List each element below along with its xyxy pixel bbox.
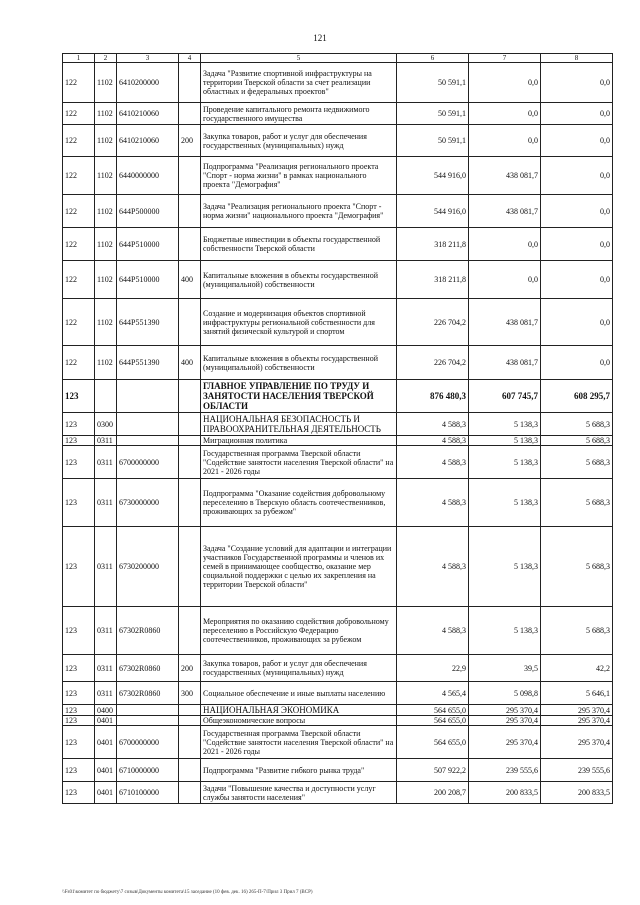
cell-expense-type <box>179 446 201 479</box>
header-row <box>63 54 613 63</box>
cell-amount-2: 0,0 <box>469 103 541 125</box>
cell-target-code: 67302R0860 <box>117 607 179 655</box>
cell-section-code: 1102 <box>95 157 117 195</box>
cell-admin-code: 122 <box>63 261 95 299</box>
cell-amount-3: 239 555,6 <box>541 759 613 782</box>
cell-amount-1: 544 916,0 <box>397 157 469 195</box>
cell-amount-2: 0,0 <box>469 228 541 261</box>
cell-amount-2: 39,5 <box>469 655 541 682</box>
cell-expense-type: 200 <box>179 125 201 157</box>
cell-admin-code: 122 <box>63 103 95 125</box>
cell-target-code <box>117 436 179 446</box>
cell-amount-3: 5 688,3 <box>541 436 613 446</box>
header-cell: 4 <box>179 54 201 63</box>
cell-amount-1: 4 588,3 <box>397 527 469 607</box>
cell-target-code: 6730000000 <box>117 479 179 527</box>
cell-target-code: 67302R0860 <box>117 655 179 682</box>
table-row <box>63 157 613 195</box>
cell-target-code <box>117 705 179 716</box>
cell-description: Закупка товаров, работ и услуг для обеспечения государственных (муниципальных) нужд <box>201 655 397 682</box>
cell-amount-3: 42,2 <box>541 655 613 682</box>
header-cell: 8 <box>541 54 613 63</box>
cell-admin-code: 123 <box>63 413 95 436</box>
cell-description: Государственная программа Тверской области "Содействие занятости населения Тверской области" на 2021 - 2026 годы <box>201 446 397 479</box>
cell-amount-2: 438 081,7 <box>469 157 541 195</box>
table-row <box>63 380 613 413</box>
cell-amount-1: 4 588,3 <box>397 479 469 527</box>
cell-amount-2: 5 138,3 <box>469 436 541 446</box>
page-number: 121 <box>313 33 327 43</box>
cell-admin-code: 123 <box>63 782 95 804</box>
cell-description: Задача "Развитие спортивной инфраструктуры на территории Тверской области за счет реализации областных и федеральных проектов" <box>201 63 397 103</box>
cell-amount-2: 438 081,7 <box>469 346 541 380</box>
cell-section-code: 1102 <box>95 63 117 103</box>
cell-description: Подпрограмма "Оказание содействия добровольному переселению в Тверскую область соотечественников, проживающих за рубежом" <box>201 479 397 527</box>
cell-section-code: 0311 <box>95 436 117 446</box>
cell-amount-1: 50 591,1 <box>397 125 469 157</box>
cell-expense-type <box>179 607 201 655</box>
cell-amount-3: 5 646,1 <box>541 682 613 705</box>
cell-target-code: 6710100000 <box>117 782 179 804</box>
cell-description: НАЦИОНАЛЬНАЯ БЕЗОПАСНОСТЬ И ПРАВООХРАНИТЕЛЬНАЯ ДЕЯТЕЛЬНОСТЬ <box>201 413 397 436</box>
budget-table <box>62 53 613 804</box>
cell-admin-code: 123 <box>63 655 95 682</box>
cell-amount-3: 295 370,4 <box>541 716 613 726</box>
cell-target-code: 6730200000 <box>117 527 179 607</box>
cell-amount-1: 4 588,3 <box>397 436 469 446</box>
cell-section-code: 1102 <box>95 299 117 346</box>
cell-section-code: 1102 <box>95 125 117 157</box>
cell-description: Подпрограмма "Реализация регионального проекта "Спорт - норма жизни" в рамках национального проекта "Демография" <box>201 157 397 195</box>
table-row <box>63 261 613 299</box>
cell-amount-1: 544 916,0 <box>397 195 469 228</box>
cell-section-code: 1102 <box>95 103 117 125</box>
cell-target-code: 6410200000 <box>117 63 179 103</box>
cell-admin-code: 122 <box>63 195 95 228</box>
cell-description: Создание и модернизация объектов спортивной инфраструктуры региональной собственности для занятий физической культурой и спортом <box>201 299 397 346</box>
cell-description: Капитальные вложения в объекты государственной (муниципальной) собственности <box>201 346 397 380</box>
header-cell: 1 <box>63 54 95 63</box>
table-row <box>63 446 613 479</box>
cell-amount-2: 438 081,7 <box>469 299 541 346</box>
cell-expense-type <box>179 157 201 195</box>
table-row <box>63 346 613 380</box>
cell-amount-1: 50 591,1 <box>397 63 469 103</box>
cell-amount-3: 0,0 <box>541 103 613 125</box>
cell-amount-2: 5 138,3 <box>469 527 541 607</box>
cell-section-code: 0400 <box>95 705 117 716</box>
cell-amount-2: 0,0 <box>469 125 541 157</box>
cell-target-code: 644P510000 <box>117 261 179 299</box>
cell-admin-code: 123 <box>63 607 95 655</box>
cell-expense-type <box>179 380 201 413</box>
cell-section-code: 0311 <box>95 446 117 479</box>
cell-section-code: 0401 <box>95 759 117 782</box>
cell-expense-type <box>179 63 201 103</box>
cell-amount-1: 200 208,7 <box>397 782 469 804</box>
cell-target-code: 6410210060 <box>117 125 179 157</box>
cell-admin-code: 123 <box>63 446 95 479</box>
table-row <box>63 413 613 436</box>
cell-expense-type <box>179 413 201 436</box>
cell-amount-2: 5 138,3 <box>469 413 541 436</box>
cell-expense-type <box>179 103 201 125</box>
cell-target-code <box>117 380 179 413</box>
cell-amount-2: 5 098,8 <box>469 682 541 705</box>
cell-amount-2: 0,0 <box>469 63 541 103</box>
cell-amount-1: 876 480,3 <box>397 380 469 413</box>
cell-description: Задача "Реализация регионального проекта "Спорт - норма жизни" национального проекта "Демография" <box>201 195 397 228</box>
table-row <box>63 759 613 782</box>
table-body <box>63 54 613 804</box>
cell-section-code: 1102 <box>95 228 117 261</box>
cell-amount-2: 0,0 <box>469 261 541 299</box>
cell-description: Задача "Создание условий для адаптации и интеграции участников Государственной программы и членов их семей в принимающее сообщество, оказание мер социальной поддержки с целью их закрепления на территории Тверской области" <box>201 527 397 607</box>
cell-amount-3: 5 688,3 <box>541 413 613 436</box>
cell-amount-3: 0,0 <box>541 261 613 299</box>
table-row <box>63 607 613 655</box>
cell-amount-1: 318 211,8 <box>397 228 469 261</box>
header-cell: 3 <box>117 54 179 63</box>
cell-admin-code: 123 <box>63 759 95 782</box>
table-row <box>63 479 613 527</box>
cell-section-code: 0311 <box>95 527 117 607</box>
cell-description: Закупка товаров, работ и услуг для обеспечения государственных (муниципальных) нужд <box>201 125 397 157</box>
cell-amount-3: 0,0 <box>541 195 613 228</box>
cell-admin-code: 122 <box>63 346 95 380</box>
table-row <box>63 125 613 157</box>
cell-expense-type <box>179 705 201 716</box>
cell-amount-3: 5 688,3 <box>541 607 613 655</box>
header-cell: 7 <box>469 54 541 63</box>
cell-expense-type <box>179 782 201 804</box>
cell-amount-1: 507 922,2 <box>397 759 469 782</box>
cell-amount-3: 0,0 <box>541 125 613 157</box>
cell-expense-type: 400 <box>179 261 201 299</box>
cell-amount-1: 226 704,2 <box>397 346 469 380</box>
table-row <box>63 195 613 228</box>
cell-admin-code: 123 <box>63 682 95 705</box>
cell-admin-code: 122 <box>63 157 95 195</box>
cell-section-code: 0401 <box>95 726 117 759</box>
cell-expense-type <box>179 716 201 726</box>
cell-description: Проведение капитального ремонта недвижимого государственного имущества <box>201 103 397 125</box>
cell-expense-type <box>179 228 201 261</box>
cell-expense-type <box>179 195 201 228</box>
cell-admin-code: 122 <box>63 299 95 346</box>
cell-amount-3: 0,0 <box>541 346 613 380</box>
cell-expense-type <box>179 759 201 782</box>
cell-section-code: 1102 <box>95 346 117 380</box>
table-row <box>63 63 613 103</box>
table-row <box>63 716 613 726</box>
table-row <box>63 527 613 607</box>
cell-section-code: 0300 <box>95 413 117 436</box>
cell-section-code: 0401 <box>95 716 117 726</box>
cell-description: Общеэкономические вопросы <box>201 716 397 726</box>
cell-amount-2: 5 138,3 <box>469 446 541 479</box>
cell-description: Социальное обеспечение и иные выплаты населению <box>201 682 397 705</box>
cell-admin-code: 123 <box>63 479 95 527</box>
cell-amount-1: 4 588,3 <box>397 607 469 655</box>
cell-section-code: 0311 <box>95 655 117 682</box>
cell-amount-2: 5 138,3 <box>469 479 541 527</box>
cell-amount-2: 295 370,4 <box>469 716 541 726</box>
cell-amount-1: 564 655,0 <box>397 726 469 759</box>
table-row <box>63 682 613 705</box>
cell-admin-code: 123 <box>63 705 95 716</box>
cell-amount-2: 295 370,4 <box>469 705 541 716</box>
cell-expense-type <box>179 726 201 759</box>
cell-amount-3: 295 370,4 <box>541 705 613 716</box>
cell-admin-code: 122 <box>63 228 95 261</box>
cell-admin-code: 122 <box>63 63 95 103</box>
table-row <box>63 655 613 682</box>
table-row <box>63 705 613 716</box>
header-cell: 2 <box>95 54 117 63</box>
cell-section-code: 1102 <box>95 195 117 228</box>
cell-target-code: 6410210060 <box>117 103 179 125</box>
cell-admin-code: 123 <box>63 436 95 446</box>
cell-expense-type: 200 <box>179 655 201 682</box>
cell-description: Задачи "Повышение качества и доступности услуг службы занятости населения" <box>201 782 397 804</box>
cell-section-code <box>95 380 117 413</box>
cell-admin-code: 123 <box>63 716 95 726</box>
cell-description: Миграционная политика <box>201 436 397 446</box>
cell-section-code: 0311 <box>95 682 117 705</box>
cell-expense-type <box>179 527 201 607</box>
cell-amount-3: 200 833,5 <box>541 782 613 804</box>
cell-target-code: 6700000000 <box>117 726 179 759</box>
cell-target-code <box>117 413 179 436</box>
cell-amount-1: 4 588,3 <box>397 446 469 479</box>
cell-expense-type: 300 <box>179 682 201 705</box>
cell-amount-2: 607 745,7 <box>469 380 541 413</box>
cell-admin-code: 123 <box>63 726 95 759</box>
cell-admin-code: 123 <box>63 380 95 413</box>
cell-target-code: 6440000000 <box>117 157 179 195</box>
cell-target-code: 644P510000 <box>117 228 179 261</box>
cell-section-code: 0311 <box>95 479 117 527</box>
cell-amount-1: 22,9 <box>397 655 469 682</box>
cell-description: Мероприятия по оказанию содействия добровольному переселению в Российскую Федерацию соотечественников, проживающих за рубежом <box>201 607 397 655</box>
cell-amount-2: 295 370,4 <box>469 726 541 759</box>
cell-admin-code: 122 <box>63 125 95 157</box>
cell-amount-1: 226 704,2 <box>397 299 469 346</box>
cell-amount-3: 5 688,3 <box>541 527 613 607</box>
cell-target-code: 644P551390 <box>117 299 179 346</box>
cell-target-code: 67302R0860 <box>117 682 179 705</box>
cell-target-code: 644P500000 <box>117 195 179 228</box>
cell-expense-type <box>179 479 201 527</box>
cell-amount-3: 0,0 <box>541 299 613 346</box>
cell-target-code <box>117 716 179 726</box>
cell-description: Капитальные вложения в объекты государственной (муниципальной) собственности <box>201 261 397 299</box>
cell-target-code: 6710000000 <box>117 759 179 782</box>
cell-description: ГЛАВНОЕ УПРАВЛЕНИЕ ПО ТРУДУ И ЗАНЯТОСТИ НАСЕЛЕНИЯ ТВЕРСКОЙ ОБЛАСТИ <box>201 380 397 413</box>
header-cell: 5 <box>201 54 397 63</box>
cell-expense-type <box>179 436 201 446</box>
file-path-footer: \\Fs01\комитет по бюджету\7 созыв\Документы комитета\15 заседание (10 фев. дек. 16) 265-П-7\Прил 3 Прил 7 (ВСР) <box>62 890 313 895</box>
table-row <box>63 726 613 759</box>
cell-amount-1: 564 655,0 <box>397 705 469 716</box>
cell-target-code: 6700000000 <box>117 446 179 479</box>
table-row <box>63 103 613 125</box>
cell-section-code: 1102 <box>95 261 117 299</box>
cell-amount-1: 50 591,1 <box>397 103 469 125</box>
cell-amount-3: 0,0 <box>541 157 613 195</box>
cell-amount-3: 0,0 <box>541 228 613 261</box>
cell-description: Бюджетные инвестиции в объекты государственной собственности Тверской области <box>201 228 397 261</box>
cell-amount-2: 239 555,6 <box>469 759 541 782</box>
cell-target-code: 644P551390 <box>117 346 179 380</box>
cell-description: Подпрограмма "Развитие гибкого рынка труда" <box>201 759 397 782</box>
cell-amount-2: 5 138,3 <box>469 607 541 655</box>
cell-amount-1: 564 655,0 <box>397 716 469 726</box>
table-row <box>63 782 613 804</box>
cell-amount-2: 200 833,5 <box>469 782 541 804</box>
cell-amount-1: 4 565,4 <box>397 682 469 705</box>
cell-description: НАЦИОНАЛЬНАЯ ЭКОНОМИКА <box>201 705 397 716</box>
table-row <box>63 228 613 261</box>
cell-amount-3: 608 295,7 <box>541 380 613 413</box>
cell-section-code: 0311 <box>95 607 117 655</box>
cell-admin-code: 123 <box>63 527 95 607</box>
table-row <box>63 436 613 446</box>
cell-amount-3: 0,0 <box>541 63 613 103</box>
cell-amount-3: 5 688,3 <box>541 446 613 479</box>
cell-expense-type <box>179 299 201 346</box>
cell-amount-2: 438 081,7 <box>469 195 541 228</box>
cell-description: Государственная программа Тверской области "Содействие занятости населения Тверской области" на 2021 - 2026 годы <box>201 726 397 759</box>
cell-amount-1: 4 588,3 <box>397 413 469 436</box>
table-row <box>63 299 613 346</box>
header-cell: 6 <box>397 54 469 63</box>
cell-section-code: 0401 <box>95 782 117 804</box>
cell-amount-3: 295 370,4 <box>541 726 613 759</box>
cell-amount-3: 5 688,3 <box>541 479 613 527</box>
cell-amount-1: 318 211,8 <box>397 261 469 299</box>
cell-expense-type: 400 <box>179 346 201 380</box>
